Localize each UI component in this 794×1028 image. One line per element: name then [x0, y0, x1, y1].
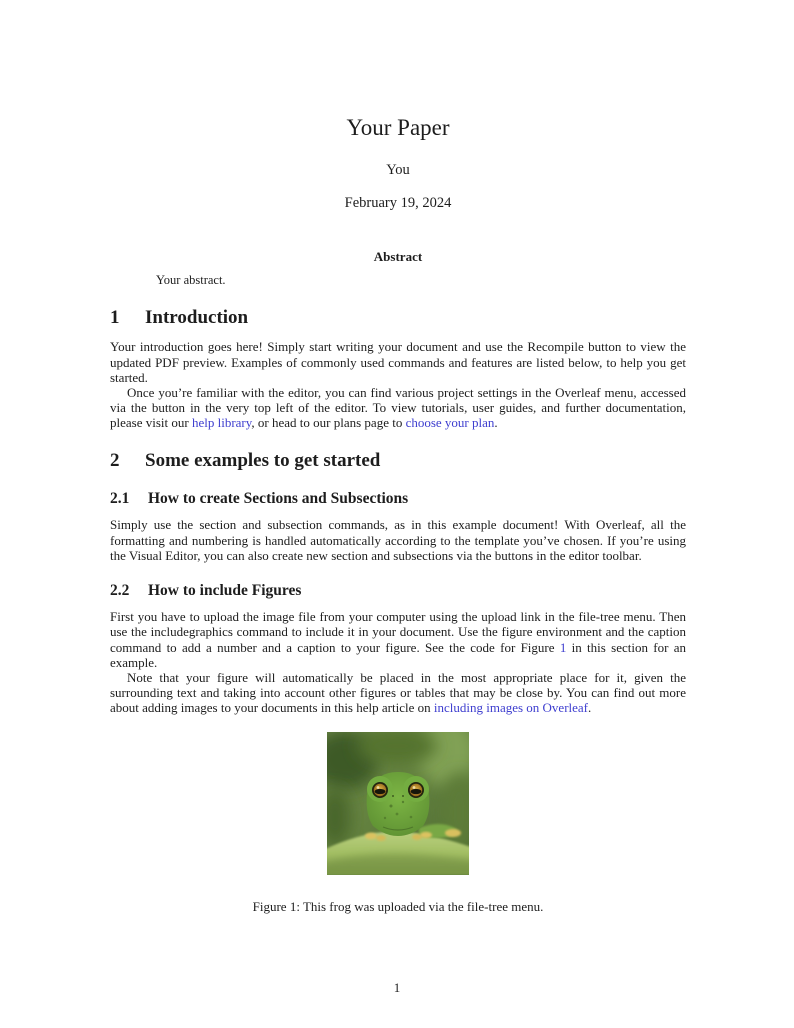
figures-paragraph-2-text-a: Note that your figure will automatically be placed in the most appropriate place for it, given the surrounding text and taking into account other figures or tables that may be close by. You can find out more about adding images to your documents in this help article on	[110, 669, 686, 716]
subsection-2-1-title: How to create Sections and Subsections	[148, 490, 409, 508]
figures-paragraph-1-text-b: in this section for an example.	[110, 639, 686, 670]
section-2-number: 2	[110, 449, 120, 471]
intro-paragraph-2-text-a: Once you’re familiar with the editor, you can find various project settings in the Overleaf menu, accessed via the button in the very top left of the editor. To view tutorials, user guides, and further documentation, please visit our	[110, 384, 686, 431]
intro-paragraph-2-text-c: .	[494, 415, 498, 431]
section-1-title: Introduction	[145, 307, 249, 329]
help-library-link[interactable]: help library	[191, 415, 252, 431]
figure-1-caption: Figure 1: This frog was uploaded via the file-tree menu.	[252, 898, 544, 914]
paper-author: You	[386, 162, 410, 179]
paper-title: Your Paper	[346, 115, 450, 140]
figure-1	[110, 732, 686, 915]
section-1-heading	[110, 308, 686, 329]
subsection-2-1-paragraph: Simply use the section and subsection commands, as in this example document! With Overleaf, all the formatting and numbering is handled automatically according to the template you’ve chosen. If you’re using the Visual Editor, you can also create new section and subsections via the buttons in the editor toolbar.	[110, 517, 686, 563]
intro-paragraph-1: Your introduction goes here! Simply start writing your document and use the Recompile button to view the updated PDF preview. Examples of commonly used commands and features are listed below, to help you get started.	[110, 339, 686, 385]
section-2-title: Some examples to get started	[145, 449, 381, 471]
intro-paragraph-2-text-b: , or head to our plans page to	[251, 415, 406, 431]
subsection-2-2-number: 2.2	[110, 582, 130, 600]
page-number: 1	[393, 980, 401, 995]
section-1-number: 1	[110, 307, 120, 329]
figures-paragraph-2-text-b: .	[588, 700, 592, 716]
including-images-link[interactable]: including images on Overleaf	[433, 700, 589, 716]
subsection-2-1-number: 2.1	[110, 490, 130, 508]
figure-1-reference-link[interactable]: 1	[559, 639, 567, 655]
page-content	[110, 0, 686, 914]
abstract-text: Your abstract.	[156, 273, 226, 288]
figures-paragraph-1-text-a: First you have to upload the image file from your computer using the upload link in the file-tree menu. Then use the includegraphics command to include it in your document. Use the figure environment and the caption command to add a number and a caption to your figure. See the code for Figure	[110, 609, 686, 655]
section-2-heading	[110, 451, 686, 472]
frog-photo	[327, 732, 469, 875]
subsection-2-2-title: How to include Figures	[148, 582, 302, 600]
abstract-heading: Abstract	[373, 249, 423, 265]
subsection-2-1-heading	[110, 490, 686, 507]
figures-paragraph-1	[110, 609, 686, 670]
figures-paragraph-2	[110, 670, 686, 716]
choose-your-plan-link[interactable]: choose your plan	[405, 415, 495, 431]
paper-date: February 19, 2024	[344, 195, 452, 212]
subsection-2-2-heading	[110, 582, 686, 599]
intro-paragraph-2	[110, 385, 686, 431]
